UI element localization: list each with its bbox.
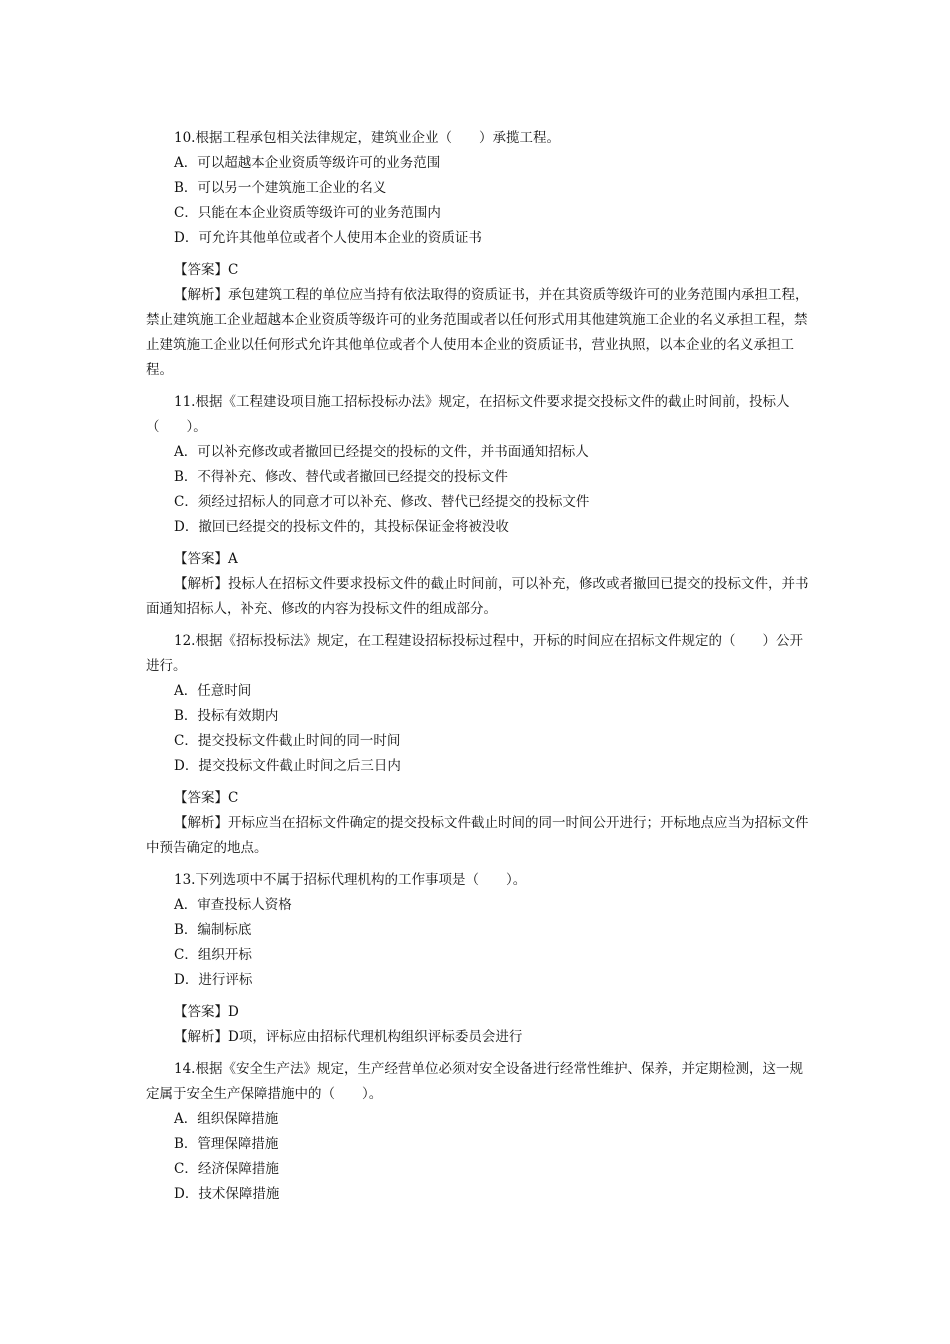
- document-content: [146, 126, 810, 1207]
- answer: 【答案】C: [174, 262, 239, 278]
- option-a: A．审查投标人资格: [174, 897, 292, 913]
- option-b: B．编制标底: [174, 922, 252, 938]
- option-c: C．须经过招标人的同意才可以补充、修改、替代已经提交的投标文件: [174, 494, 590, 510]
- option-c: C．只能在本企业资质等级许可的业务范围内: [174, 205, 441, 221]
- option-a: A．可以补充修改或者撤回已经提交的投标的文件，并书面通知招标人: [174, 444, 589, 460]
- option-c: C．组织开标: [174, 947, 252, 963]
- option-d: D．技术保障措施: [174, 1186, 280, 1202]
- option-d: D．进行评标: [174, 972, 253, 988]
- answer: 【答案】A: [174, 551, 238, 567]
- option-a: A．组织保障措施: [174, 1111, 279, 1127]
- question-stem: 10.根据工程承包相关法律规定，建筑业企业（ ）承揽工程。: [174, 130, 560, 146]
- explanation: 【解析】投标人在招标文件要求投标文件的截止时间前，可以补充，修改或者撤回已提交的投标文件，并书面通知招标人，补充、修改的内容为投标文件的组成部分。: [146, 576, 809, 617]
- question-12: [146, 629, 810, 861]
- explanation: 【解析】开标应当在招标文件确定的提交投标文件截止时间的同一时间公开进行；开标地点应当为招标文件中预告确定的地点。: [146, 815, 809, 856]
- answer: 【答案】C: [174, 790, 239, 806]
- question-stem: 11.根据《工程建设项目施工招标投标办法》规定，在招标文件要求提交投标文件的截止时间前，投标人（ ）。: [146, 394, 790, 435]
- option-b: B．可以另一个建筑施工企业的名义: [174, 180, 387, 196]
- question-stem: 13.下列选项中不属于招标代理机构的工作事项是（ ）。: [174, 872, 527, 888]
- option-d: D．可允许其他单位或者个人使用本企业的资质证书: [174, 230, 482, 246]
- option-b: B．管理保障措施: [174, 1136, 279, 1152]
- option-c: C．经济保障措施: [174, 1161, 279, 1177]
- question-10: [146, 126, 810, 383]
- option-a: A．任意时间: [174, 683, 252, 699]
- option-a: A．可以超越本企业资质等级许可的业务范围: [174, 155, 441, 171]
- option-b: B．不得补充、修改、替代或者撤回已经提交的投标文件: [174, 469, 508, 485]
- question-13: [146, 868, 810, 1050]
- explanation: 【解析】承包建筑工程的单位应当持有依法取得的资质证书，并在其资质等级许可的业务范围内承担工程，禁止建筑施工企业超越本企业资质等级许可的业务范围或者以任何形式用其他建筑施工企业的名义承担工程，禁止建筑施工企业以任何形式允许其他单位或者个人使用本企业的资质证书，营业执照，以本企业的名义承担工程。: [146, 287, 809, 378]
- explanation: 【解析】D项，评标应由招标代理机构组织评标委员会进行: [174, 1029, 523, 1045]
- answer: 【答案】D: [174, 1004, 239, 1020]
- question-stem: 14.根据《安全生产法》规定，生产经营单位必须对安全设备进行经常性维护、保养，并定期检测，这一规定属于安全生产保障措施中的（ ）。: [146, 1061, 803, 1102]
- question-14: [146, 1057, 810, 1207]
- option-b: B．投标有效期内: [174, 708, 279, 724]
- option-d: D．撤回已经提交的投标文件的，其投标保证金将被没收: [174, 519, 509, 535]
- option-d: D．提交投标文件截止时间之后三日内: [174, 758, 401, 774]
- question-stem: 12.根据《招标投标法》规定，在工程建设招标投标过程中，开标的时间应在招标文件规定的（ ）公开进行。: [146, 633, 803, 674]
- option-c: C．提交投标文件截止时间的同一时间: [174, 733, 401, 749]
- question-11: [146, 390, 810, 622]
